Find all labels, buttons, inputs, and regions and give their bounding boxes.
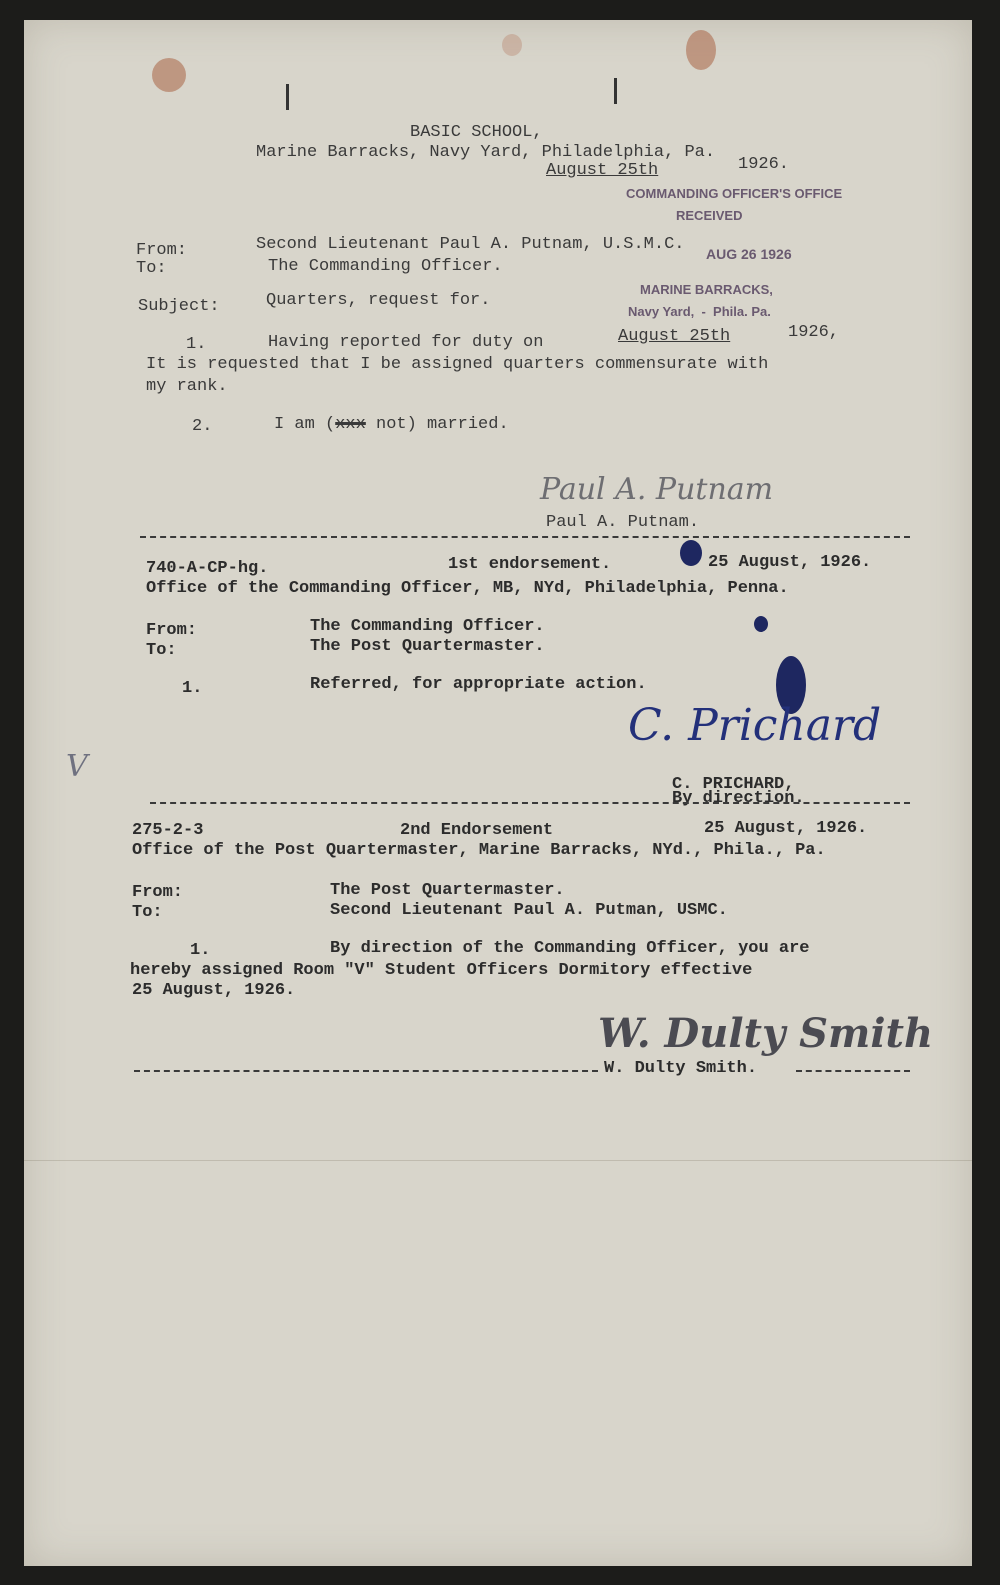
paragraph-2-text [274,416,509,433]
endorsement-2-office: Office of the Post Quartermaster, Marine Barracks, NYd., Phila., Pa. [132,841,826,860]
endorsement-2-line-2: hereby assigned Room "V" Student Officers Dormitory effective [130,961,753,980]
paragraph-number-2: 2. [192,417,213,436]
endorsement-2-paragraph-number: 1. [190,941,211,960]
stamp-received: RECEIVED [676,208,743,223]
header-address: Marine Barracks, Navy Yard, Philadelphia, Pa. [256,143,716,162]
separator-3-right [796,1070,910,1072]
endorsement-1-ref: 740-A-CP-hg. [146,559,269,578]
separator-2 [150,802,910,804]
rust-stain-left [152,58,186,92]
paragraph-1-text: Having reported for duty on [268,333,544,352]
subject-label: Subject: [138,297,220,316]
rust-stain-center [502,34,522,56]
endorsement-1-office: Office of the Commanding Officer, MB, NYd, Philadelphia, Penna. [146,579,789,598]
endorsement-2-from-label: From: [132,883,184,902]
paragraph-1-date: August 25th [618,327,731,346]
separator-3-left [134,1070,598,1072]
paragraph-2-text-a: I am ( [274,415,336,434]
paragraph-1-line-3: my rank. [146,377,228,396]
endorsement-1-title: 1st endorsement. [448,555,612,574]
ink-blot-1 [680,540,702,566]
stamp-barracks: MARINE BARRACKS, [640,282,773,297]
endorsement-2-ref: 275-2-3 [132,821,204,840]
prichard-signature: C. Prichard [628,700,882,751]
document-page [24,20,972,1566]
to-value: The Commanding Officer. [268,257,503,276]
endorsement-1-from-label: From: [146,621,198,640]
smith-signature: W. Dulty Smith [598,1010,934,1057]
smith-typed-name: W. Dulty Smith. [604,1059,758,1078]
endorsement-2-to-value: Second Lieutenant Paul A. Putman, USMC. [330,901,728,920]
header-date: August 25th [546,161,659,180]
endorsement-1-date: 25 August, 1926. [708,553,872,572]
staple-hole-left [286,84,289,110]
from-label: From: [136,241,188,260]
endorsement-1-paragraph-text: Referred, for appropriate action. [310,675,647,694]
margin-check-mark: V [66,749,88,784]
subject-value: Quarters, request for. [266,291,491,310]
rust-stain-right [686,30,716,70]
struck-text: xxx [335,415,366,434]
stamp-date: AUG 26 1926 [706,246,792,262]
prichard-typed-name: C. PRICHARD, [672,775,795,794]
stamp-location: Navy Yard, - Phila. Pa. [628,304,771,319]
paragraph-1-year: 1926, [788,323,840,342]
ink-blot-2 [754,616,768,632]
endorsement-2-date: 25 August, 1926. [704,819,868,838]
endorsement-2-to-label: To: [132,903,163,922]
endorsement-2-line-3: 25 August, 1926. [132,981,296,1000]
endorsement-2-from-value: The Post Quartermaster. [330,881,565,900]
paragraph-number-1: 1. [186,335,207,354]
separator-1 [140,536,910,538]
fold-line [24,1160,972,1161]
header-year: 1926. [738,155,790,174]
endorsement-1-to-value: The Post Quartermaster. [310,637,545,656]
endorsement-2-paragraph-text: By direction of the Commanding Officer, you are [330,939,810,958]
endorsement-1-to-label: To: [146,641,177,660]
putnam-typed-name: Paul A. Putnam. [546,513,700,532]
by-direction: By direction. [672,789,805,808]
endorsement-2-title: 2nd Endorsement [400,821,554,840]
staple-hole-right [614,78,617,104]
stamp-office: COMMANDING OFFICER'S OFFICE [626,186,843,201]
to-label: To: [136,259,167,278]
from-value: Second Lieutenant Paul A. Putnam, U.S.M.C. [256,235,685,254]
putnam-signature: Paul A. Putnam [540,472,774,507]
paragraph-1-line-2: It is requested that I be assigned quarters commensurate with [146,355,769,374]
endorsement-1-paragraph-number: 1. [182,679,203,698]
paragraph-2-text-b: not) married. [365,415,509,434]
endorsement-1-from-value: The Commanding Officer. [310,617,545,636]
header-school: BASIC SCHOOL, [410,123,543,142]
